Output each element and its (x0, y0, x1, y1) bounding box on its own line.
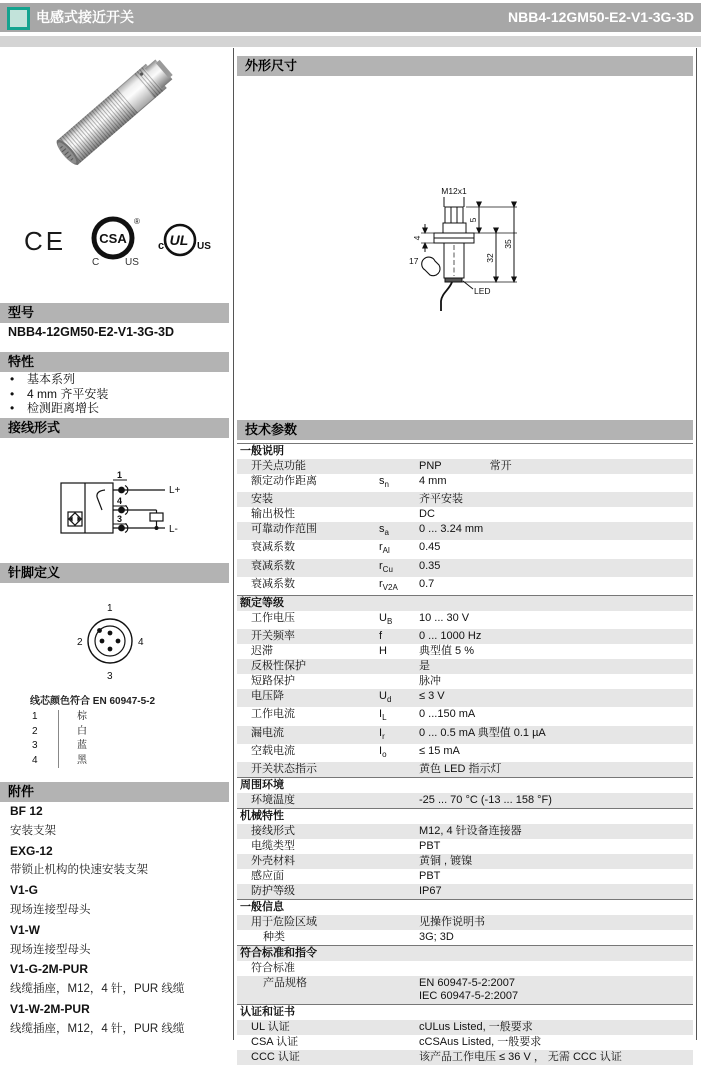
section-heading: 附件 (8, 784, 35, 799)
tech-row-label: 工作电压 (251, 611, 295, 624)
tech-row-symbol (379, 839, 419, 854)
svg-text:M12x1: M12x1 (441, 186, 467, 196)
tech-row-symbol (379, 824, 419, 839)
tech-row-symbol (379, 930, 419, 945)
accessory-name: EXG-12 (10, 843, 53, 858)
tech-row (237, 644, 693, 659)
svg-text:C: C (92, 257, 100, 268)
tech-row (237, 1050, 693, 1065)
tech-row-value (419, 1050, 689, 1065)
tech-row (237, 976, 693, 1004)
accessory-name: V1-G-2M-PUR (10, 962, 89, 977)
tech-row (237, 689, 693, 707)
tech-row-symbol (379, 459, 419, 474)
tech-row-value-text: 0 ... 1000 Hz (419, 630, 482, 643)
feature-item (10, 372, 108, 387)
accessory-desc: 安装支架 (10, 824, 56, 837)
svg-text:5: 5 (468, 217, 478, 223)
tech-row (237, 629, 693, 644)
accessory-name: V1-W (10, 922, 40, 937)
tech-row-symbol: $I_L$ (379, 708, 387, 723)
tech-row-label: 工作电流 (251, 708, 295, 721)
accessory-desc: 线缆插座，M12，4 针，PUR 线缆 (10, 983, 185, 996)
tech-row-value (419, 559, 689, 577)
tech-row-value (419, 854, 689, 869)
tech-row-symbol: $r_{Al}$ (379, 541, 390, 556)
tech-row-value (419, 674, 689, 689)
tech-row-label: 短路保护 (251, 675, 295, 688)
tech-row-value (419, 459, 689, 474)
section-bar-dimensions (237, 56, 693, 76)
tech-row-symbol (379, 977, 419, 1003)
tech-row-value (419, 522, 689, 540)
brand-square-icon (7, 7, 30, 30)
tech-row-value (419, 629, 689, 644)
tech-row-value (419, 977, 689, 1003)
tech-row-label: 电缆类型 (251, 839, 295, 852)
section-bar-tech (237, 420, 693, 440)
tech-row-value-text: PBT (419, 869, 441, 882)
wire-color-name: 蓝 (58, 739, 87, 754)
section-bar-pinout (0, 563, 229, 583)
tech-row-symbol: $I_o$ (379, 744, 387, 759)
accessory-name: V1-W-2M-PUR (10, 1001, 90, 1016)
section-heading: 外形尺寸 (245, 58, 298, 73)
tech-row-symbol: $U_d$ (379, 690, 392, 705)
tech-row-value-text: ≤ 3 V (419, 690, 445, 703)
tech-row-value-text: 见操作说明书 (419, 915, 485, 928)
tech-row (237, 824, 693, 839)
tech-row-label: 符合标准 (251, 961, 295, 974)
tech-row-value (419, 762, 689, 777)
tech-row-value-extra: 常开 (489, 460, 512, 472)
features-list (10, 372, 108, 416)
tech-row-value (419, 707, 689, 725)
svg-text:US: US (125, 257, 139, 268)
bullet-icon: • (10, 386, 15, 401)
section-heading: 技术参数 (245, 422, 298, 437)
ul-mark-icon (146, 216, 214, 266)
accessory-name: V1-G (10, 883, 39, 898)
tech-row (237, 839, 693, 854)
tech-row-value-text: 0.45 (419, 541, 441, 554)
tech-row-value-text: 10 ... 30 V (419, 611, 470, 624)
tech-row-value-text: 3G; 3D (419, 930, 454, 943)
tech-row-value (419, 644, 689, 659)
tech-row-symbol (379, 762, 419, 777)
wire-color-name: 棕 (58, 710, 87, 725)
tech-row-label: 额定动作距离 (251, 475, 317, 487)
section-heading: 针脚定义 (8, 565, 61, 580)
tech-row-value-text: PBT (419, 839, 441, 852)
tech-row-value (419, 1035, 689, 1050)
tech-row-value-text: 0 ...150 mA (419, 708, 476, 721)
tech-row-symbol (379, 915, 419, 930)
bullet-icon: • (10, 372, 15, 386)
tech-row-value (419, 577, 689, 595)
feature-text: 检测距离增长 (27, 401, 100, 415)
tech-row-label: 空载电流 (251, 744, 295, 757)
tech-row-value (419, 492, 689, 507)
tech-row (237, 930, 693, 945)
svg-text:LED: LED (474, 286, 491, 296)
tech-row-value (419, 1020, 689, 1035)
tech-row-symbol (379, 492, 419, 507)
wire-color-row (32, 754, 87, 769)
section-bar-model (0, 303, 229, 323)
section-bar-features (0, 352, 229, 372)
svg-text:4: 4 (117, 496, 123, 506)
accessories-list (10, 802, 228, 1040)
tech-row-value (419, 507, 689, 522)
wire-color-row (32, 710, 87, 725)
dimension-drawing (381, 180, 581, 312)
tech-row-value (419, 726, 689, 744)
tech-row (237, 559, 693, 577)
section-heading: 型号 (8, 305, 35, 320)
svg-text:L-: L- (169, 524, 178, 535)
tech-row-symbol: $s_n$ (379, 475, 389, 490)
tech-row-symbol: $s_a$ (379, 523, 389, 538)
ce-mark-icon: CE (24, 226, 67, 256)
tech-row-value-text: 是 (419, 660, 430, 673)
tech-section-title: 一般说明 (237, 443, 693, 459)
tech-row-value-text: 4 mm (419, 475, 447, 487)
tech-row-symbol: $r_{V2A}$ (379, 577, 398, 592)
tech-row-symbol: f (379, 630, 383, 643)
tech-row-value (419, 884, 689, 899)
tech-row-value-text: 0 ... 0.5 mA 典型值 0.1 µA (419, 726, 546, 739)
tech-row-symbol (379, 884, 419, 899)
tech-row-value (419, 793, 689, 808)
tech-row-value (419, 824, 689, 839)
tech-row (237, 793, 693, 808)
header-part-number: NBB4-12GM50-E2-V1-3G-3D (508, 9, 694, 25)
tech-row-value-line2: IEC 60947-5-2:2007 (419, 989, 519, 1002)
accessory-desc: 带锁止机构的快速安装支架 (10, 864, 148, 877)
tech-row-label: 防护等级 (251, 884, 295, 897)
tech-row-value (419, 474, 689, 492)
tech-row-value (419, 839, 689, 854)
right-column (233, 48, 697, 1063)
tech-row (237, 762, 693, 777)
bullet-icon: • (10, 401, 15, 415)
tech-row-symbol: $I_r$ (379, 726, 385, 741)
tech-row-symbol (379, 674, 419, 689)
accessory-desc: 现场连接型母头 (10, 943, 91, 956)
tech-row-symbol (379, 961, 419, 976)
tech-row-value-text: 黄铜 , 镀镍 (419, 854, 473, 867)
header-substrip (0, 36, 701, 47)
tech-row-value-text: 0.7 (419, 577, 435, 590)
tech-row (237, 884, 693, 899)
svg-text:CSA: CSA (99, 231, 127, 246)
svg-text:32: 32 (485, 253, 495, 263)
tech-row-value-text: IP67 (419, 884, 442, 897)
tech-row-label: 衰减系数 (251, 559, 295, 572)
tech-row-label: 环境温度 (251, 793, 295, 806)
tech-row-symbol (379, 1035, 419, 1050)
wire-pin-number: 1 (32, 711, 38, 722)
tech-row-symbol (379, 793, 419, 808)
tech-row-value-text: 齐平安装 (419, 493, 463, 506)
tech-row-value-text: -25 ... 70 °C (-13 ... 158 °F) (419, 793, 552, 806)
wire-pin-number: 3 (32, 740, 38, 751)
tech-row-label: CCC 认证 (251, 1050, 300, 1063)
tech-row-value-text: cCSAus Listed, 一般要求 (419, 1035, 542, 1048)
tech-row (237, 522, 693, 540)
tech-row (237, 1020, 693, 1035)
tech-row-value (419, 961, 689, 976)
tech-section-title: 周围环境 (237, 777, 693, 793)
tech-row-label: 安装 (251, 493, 273, 506)
feature-item (10, 387, 108, 402)
svg-text:35: 35 (503, 239, 513, 249)
tech-row-value-text: 0.35 (419, 559, 441, 572)
accessory-desc: 现场连接型母头 (10, 903, 91, 916)
wire-pin-number: 4 (32, 754, 38, 766)
tech-row-symbol (379, 507, 419, 522)
tech-row (237, 674, 693, 689)
tech-row-label: 反极性保护 (251, 660, 306, 673)
svg-text:17: 17 (409, 256, 419, 266)
svg-text:c: c (158, 240, 165, 252)
tech-row-symbol (379, 869, 419, 884)
tech-row-label: 接线形式 (251, 824, 295, 837)
feature-text: 4 mm 齐平安装 (27, 386, 109, 401)
tech-row (237, 577, 693, 595)
tech-row-value (419, 540, 689, 558)
svg-text:®: ® (134, 217, 140, 226)
tech-row-value-text: PNP (419, 460, 442, 472)
tech-row (237, 611, 693, 629)
tech-row (237, 726, 693, 744)
svg-text:L+: L+ (169, 485, 181, 496)
tech-row (237, 492, 693, 507)
csa-mark-icon (86, 212, 142, 268)
tech-row-value-text: DC (419, 508, 435, 521)
section-heading: 特性 (8, 354, 35, 369)
model-number: NBB4-12GM50-E2-V1-3G-3D (8, 325, 175, 339)
feature-item (10, 401, 108, 416)
tech-row-value-text: ≤ 15 mA (419, 744, 460, 757)
tech-row-value-text: 黄色 LED 指示灯 (419, 762, 502, 775)
tech-row-label: 衰减系数 (251, 541, 295, 554)
header-ribbon (0, 3, 701, 32)
tech-row-label: 开关状态指示 (251, 762, 317, 775)
product-photo (20, 60, 210, 225)
tech-row-label: 衰减系数 (251, 577, 295, 590)
tech-row-symbol: H (379, 645, 387, 658)
tech-row-label: 输出极性 (251, 508, 295, 521)
tech-section-title: 符合标准和指令 (237, 945, 693, 961)
tech-row (237, 1035, 693, 1050)
tech-section-title: 机械特性 (237, 808, 693, 824)
svg-text:US: US (197, 241, 211, 252)
tech-row (237, 854, 693, 869)
svg-text:UL: UL (169, 232, 189, 248)
tech-row-label: 迟滞 (251, 645, 273, 658)
tech-row-label: 感应面 (251, 869, 284, 882)
tech-row (237, 869, 693, 884)
tech-row-value (419, 915, 689, 930)
svg-text:3: 3 (117, 514, 123, 524)
tech-row-label: 电压降 (251, 690, 284, 703)
tech-row-value-text: 该产品工作电压 ≤ 36 V ， 无需 CCC 认证 (419, 1050, 622, 1063)
section-heading: 接线形式 (8, 420, 61, 435)
tech-row-label: UL 认证 (251, 1020, 290, 1033)
tech-row-symbol: $r_{Cu}$ (379, 559, 393, 574)
tech-row-symbol (379, 854, 419, 869)
tech-row-symbol (379, 659, 419, 674)
tech-row-value (419, 869, 689, 884)
tech-row (237, 540, 693, 558)
wire-color-row (32, 725, 87, 740)
svg-text:2: 2 (77, 637, 83, 648)
tech-table (237, 443, 693, 1065)
tech-row-value (419, 930, 689, 945)
tech-row-symbol: $U_B$ (379, 611, 393, 627)
tech-row (237, 507, 693, 522)
wire-color-name: 黑 (58, 754, 87, 769)
tech-row-label: 用于危险区域 (251, 915, 317, 928)
tech-row (237, 915, 693, 930)
svg-text:1: 1 (117, 470, 123, 480)
wire-pin-number: 2 (32, 725, 38, 737)
tech-row-label: 可靠动作范围 (251, 523, 317, 536)
tech-row-label: 漏电流 (251, 726, 284, 739)
tech-row-label: 开关频率 (251, 630, 295, 643)
tech-section-title: 额定等级 (237, 595, 693, 611)
tech-row-value-text: cULus Listed, 一般要求 (419, 1020, 533, 1033)
tech-row-value-text: 0 ... 3.24 mm (419, 523, 484, 536)
tech-row (237, 961, 693, 976)
svg-text:4: 4 (412, 235, 422, 241)
section-bar-connection (0, 418, 229, 438)
tech-row-symbol (379, 1020, 419, 1035)
svg-text:1: 1 (107, 603, 113, 614)
accessory-name: BF 12 (10, 804, 43, 818)
tech-row-value (419, 611, 689, 629)
tech-row (237, 659, 693, 674)
tech-row-label: 开关点功能 (251, 460, 306, 472)
tech-row-value (419, 744, 689, 762)
tech-row-label: 种类 (263, 930, 285, 943)
tech-row-value-text: 脉冲 (419, 675, 441, 688)
tech-row-value-text: EN 60947-5-2:2007 (419, 976, 516, 989)
tech-row-label: 外壳材料 (251, 854, 295, 867)
tech-section-title: 一般信息 (237, 899, 693, 915)
tech-row (237, 459, 693, 474)
feature-text: 基本系列 (27, 372, 76, 386)
tech-row (237, 744, 693, 762)
wiring-diagram (55, 465, 215, 545)
tech-row-value (419, 689, 689, 707)
svg-text:4: 4 (138, 637, 144, 648)
tech-row-label: CSA 认证 (251, 1035, 299, 1048)
tech-section-title: 认证和证书 (237, 1004, 693, 1020)
tech-row (237, 474, 693, 492)
tech-row-value (419, 659, 689, 674)
left-column (0, 48, 230, 1040)
wire-color-table (32, 710, 87, 768)
accessory-desc: 线缆插座，M12，4 针，PUR 线缆 (10, 1022, 185, 1035)
tech-row-value-text: M12, 4 针设备连接器 (419, 824, 522, 837)
tech-row-symbol (379, 1050, 419, 1065)
wire-color-note: 线芯颜色符合 EN 60947-5-2 (30, 696, 156, 707)
svg-text:3: 3 (107, 671, 113, 682)
tech-row-value-text: 典型值 5 % (419, 645, 475, 658)
wire-color-name: 白 (58, 725, 87, 740)
tech-row-label: 产品规格 (263, 976, 307, 989)
tech-row (237, 707, 693, 725)
pinout-diagram (70, 598, 150, 684)
section-bar-accessories (0, 782, 229, 802)
page-title: 电感式接近开关 (36, 9, 134, 25)
wire-color-row (32, 739, 87, 754)
